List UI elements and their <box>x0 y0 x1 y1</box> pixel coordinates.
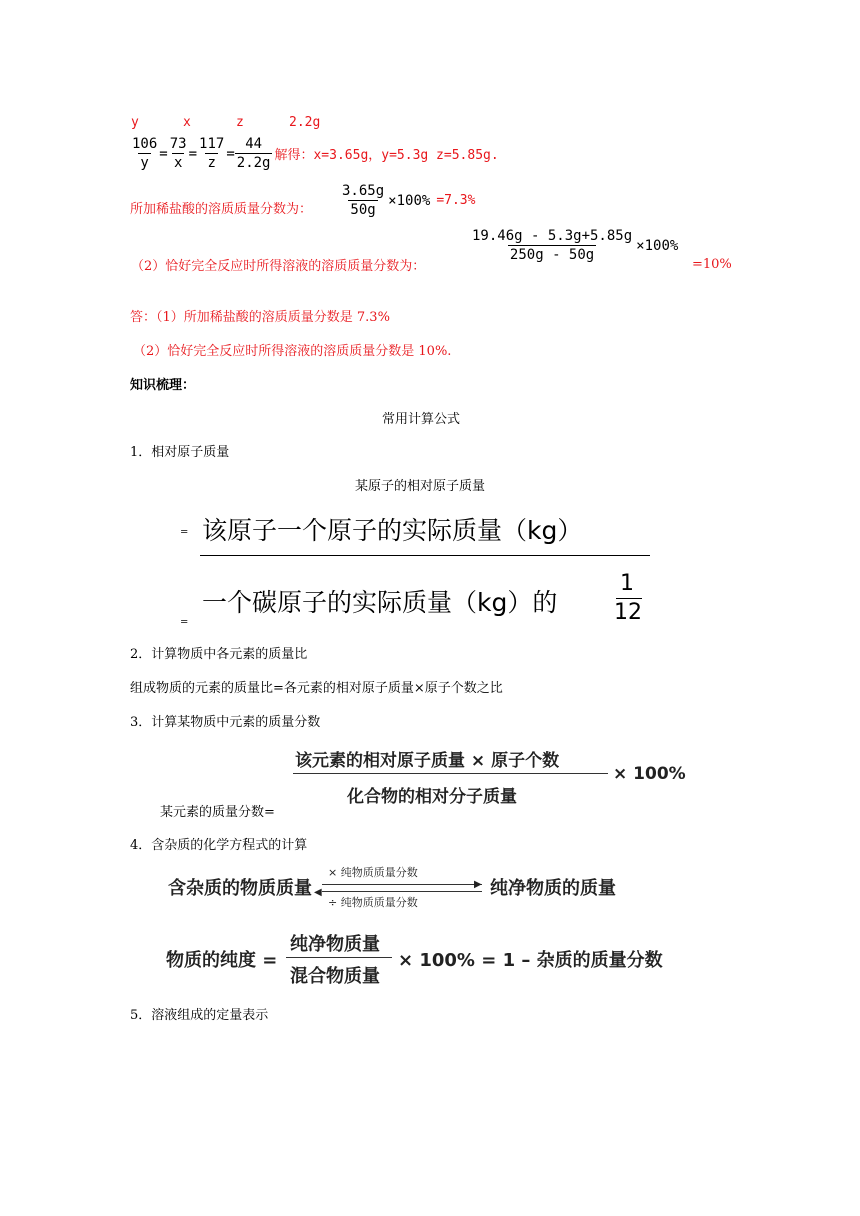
item-1: 1．相对原子质量 <box>130 445 230 460</box>
solution-text: 解得：x=3.65g，y=5.3g z=5.85g. <box>274 148 499 163</box>
item-5: 5．溶液组成的定量表示 <box>130 1008 269 1023</box>
item-3: 3．计算某物质中元素的质量分数 <box>130 715 321 730</box>
solution-label: （2）恰好完全反应时所得溶液的溶质质量分数为： <box>131 259 426 274</box>
var-y: y <box>131 115 139 130</box>
var-co2: 2.2g <box>289 115 321 130</box>
var-x: x <box>183 115 191 130</box>
relative-atomic-mass-formula: = = 该原子一个原子的实际质量（kg） 一个碳原子的实际质量（kg）的 1 12 <box>180 505 660 630</box>
ratio-equation: $\frac{106}{y}$ = $\frac{73}{x}$ = $\frac{117}{z}$ = $\frac{44}{2.2g}$ 解得：x=3.65g，y=5.3g z=5.85g. <box>132 136 499 171</box>
impurity-formula: 含杂质的物质质量 × 纯物质质量分数 ▶ ◀ ÷ 纯物质质量分数 纯净物质的质量 物质的纯度 = 纯净物质量 混合物质量 × 100% = 1 – 杂质的质量分数 <box>162 858 714 990</box>
item-3-label: 某元素的质量分数= <box>160 805 275 820</box>
item-4: 4．含杂质的化学方程式的计算 <box>130 838 308 853</box>
mass-fraction-formula: 该元素的相对原子质量 × 原子个数 化合物的相对分子质量 × 100% <box>285 740 685 812</box>
item-2-body: 组成物质的元素的质量比=各元素的相对原子质量×原子个数之比 <box>130 681 503 696</box>
answer-2: （2）恰好完全反应时所得溶液的溶质质量分数是 10%. <box>133 344 452 359</box>
solution-formula: $\frac{19.46g - 5.3g+5.85g}{250g - 50g}$ ×100% <box>472 228 679 263</box>
item-2: 2．计算物质中各元素的质量比 <box>130 647 308 662</box>
solution-result: =10% <box>692 257 732 272</box>
knowledge-heading: 知识梳理： <box>130 378 196 393</box>
answer-1: 答：（1）所加稀盐酸的溶质质量分数是 7.3% <box>130 310 390 325</box>
hcl-formula: $\frac{3.65g}{50g}$ ×100% =7.3% <box>342 183 476 218</box>
var-z: z <box>236 115 244 130</box>
item-1-label: 某原子的相对原子质量 <box>355 479 486 494</box>
formula-title: 常用计算公式 <box>382 412 461 427</box>
hcl-label: 所加稀盐酸的溶质质量分数为： <box>130 202 313 217</box>
